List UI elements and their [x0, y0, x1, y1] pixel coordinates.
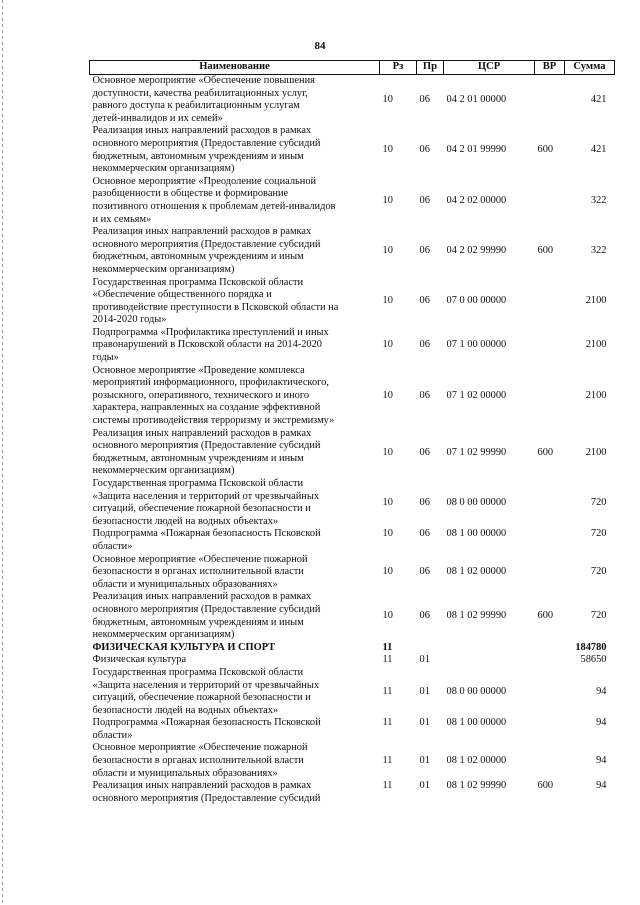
cell-csr: 07 1 00 00000 [446, 339, 507, 351]
cell-csr: 08 0 00 00000 [446, 496, 507, 508]
cell-sum: 94 [596, 780, 607, 792]
cell-name: Государственная программа Псковской области «Защита населения и территорий от чрезвычайных ситуаций, обеспечение пожарной безопасности и безопасности людей на водных объектах» [92, 666, 320, 716]
cell-sum: 2100 [585, 295, 607, 307]
table-row [90, 327, 615, 365]
budget-table [89, 60, 615, 805]
cell-sum: 322 [590, 245, 607, 257]
cell-rz: 11 [382, 780, 393, 792]
cell-pr: 06 [419, 566, 430, 578]
cell-rz: 11 [382, 755, 393, 767]
cell-name: Основное мероприятие «Преодоление социальной разобщенности в обществе и формирование позитивного отношения к проблемам детей-инвалидов и их семьям» [92, 175, 336, 225]
cell-pr: 01 [419, 717, 430, 729]
cell-pr: 06 [419, 339, 430, 351]
cell-csr: 04 2 01 99990 [446, 144, 507, 156]
cell-sum: 2100 [585, 339, 607, 351]
cell-pr: 06 [419, 528, 430, 540]
table-row [90, 667, 615, 717]
cell-rz: 11 [382, 685, 393, 697]
cell-vr: 600 [537, 780, 554, 792]
cell-csr: 04 2 01 00000 [446, 93, 507, 105]
table-row [90, 591, 615, 641]
table-row [90, 742, 615, 780]
cell-pr: 06 [419, 194, 430, 206]
cell-vr [535, 75, 565, 126]
table-row [90, 176, 615, 226]
cell-vr [535, 742, 565, 780]
cell-sum: 184780 [575, 641, 607, 653]
cell-pr: 06 [419, 245, 430, 257]
cell-csr [444, 654, 535, 667]
header-vr: ВР [535, 61, 565, 75]
cell-vr [535, 528, 565, 553]
cell-pr: 06 [419, 295, 430, 307]
cell-pr: 06 [419, 93, 430, 105]
table-row [90, 654, 615, 667]
cell-rz: 10 [382, 446, 393, 458]
table-row [90, 125, 615, 175]
table-row [90, 365, 615, 428]
cell-sum: 720 [590, 610, 607, 622]
cell-csr: 08 1 02 00000 [446, 566, 507, 578]
cell-vr [535, 717, 565, 742]
cell-vr [535, 365, 565, 428]
cell-vr [535, 277, 565, 327]
cell-vr [535, 667, 565, 717]
cell-pr: 06 [419, 496, 430, 508]
cell-vr: 600 [537, 446, 554, 458]
cell-vr [535, 327, 565, 365]
cell-rz: 11 [382, 654, 393, 666]
table-body [90, 75, 615, 806]
cell-name: Основное мероприятие «Проведение комплекса мероприятий информационного, профилактического, розыскного, оперативного, технического и иного характера, направленных на создание эффективной системы противодействия терроризму и экстремизму» [92, 364, 335, 427]
cell-sum: 421 [590, 93, 607, 105]
cell-vr [535, 654, 565, 667]
cell-sum: 720 [590, 566, 607, 578]
cell-vr [535, 478, 565, 528]
cell-rz: 10 [382, 496, 393, 508]
cell-csr: 07 1 02 00000 [446, 389, 507, 401]
cell-rz: 10 [382, 245, 393, 257]
cell-vr [535, 642, 565, 655]
cell-name: Государственная программа Псковской области «Защита населения и территорий от чрезвычайных ситуаций, обеспечение пожарной безопасности и безопасности людей на водных объектах» [92, 478, 320, 527]
cell-csr [444, 642, 535, 655]
cell-csr: 08 0 00 00000 [446, 685, 507, 697]
cell-pr: 01 [419, 654, 430, 666]
cell-rz: 10 [382, 528, 393, 540]
cell-name: Физическая культура [92, 654, 187, 666]
cell-pr: 06 [419, 610, 430, 622]
scan-edge [2, 0, 3, 905]
table-row [90, 277, 615, 327]
cell-sum: 421 [590, 144, 607, 156]
header-rz: Рз [380, 61, 417, 75]
cell-csr: 08 1 02 99990 [446, 610, 507, 622]
cell-sum: 2100 [585, 446, 607, 458]
cell-vr [535, 554, 565, 592]
cell-rz: 10 [382, 295, 393, 307]
cell-rz: 10 [382, 93, 393, 105]
cell-sum: 94 [596, 685, 607, 697]
table-row [90, 75, 615, 126]
cell-name: ФИЗИЧЕСКАЯ КУЛЬТУРА И СПОРТ [92, 641, 276, 653]
cell-pr [417, 642, 444, 655]
cell-name: Подпрограмма «Профилактика преступлений и иных правонарушений в Псковской области на 2014-2020 годы» [92, 326, 329, 364]
cell-sum: 58650 [580, 654, 607, 666]
table-row [90, 428, 615, 478]
cell-sum: 720 [590, 496, 607, 508]
cell-sum: 94 [596, 717, 607, 729]
cell-name: Основное мероприятие «Обеспечение пожарной безопасности в органах исполнительной власти области и муниципальных образованиях» [92, 742, 308, 779]
cell-name: Подпрограмма «Пожарная безопасность Псковской области» [92, 528, 321, 552]
cell-sum: 322 [590, 194, 607, 206]
header-sum: Сумма [565, 61, 615, 75]
cell-pr: 06 [419, 389, 430, 401]
cell-pr: 06 [419, 446, 430, 458]
cell-rz: 10 [382, 144, 393, 156]
cell-rz: 11 [382, 717, 393, 729]
cell-csr: 04 2 02 00000 [446, 194, 507, 206]
cell-vr: 600 [537, 144, 554, 156]
table-header-row [90, 61, 615, 75]
cell-name: Подпрограмма «Пожарная безопасность Псковской области» [92, 717, 321, 741]
cell-name: Реализация иных направлений расходов в рамках основного мероприятия (Предоставление субсидий бюджетным, автономным учреждениям и иным некоммерческим организациям) [92, 125, 321, 175]
cell-pr: 01 [419, 685, 430, 697]
cell-vr: 600 [537, 245, 554, 257]
table-row [90, 554, 615, 592]
table-row [90, 528, 615, 553]
header-name: Наименование [90, 61, 380, 75]
cell-name: Государственная программа Псковской области «Обеспечение общественного порядка и противодействие преступности в Псковской области на 2014-2020 годы» [92, 276, 339, 326]
cell-name: Основное мероприятие «Обеспечение пожарной безопасности в органах исполнительной власти области и муниципальных образованиях» [92, 553, 308, 590]
cell-csr: 08 1 02 00000 [446, 755, 507, 767]
cell-name: Реализация иных направлений расходов в рамках основного мероприятия (Предоставление субсидий бюджетным, автономным учреждениям и иным некоммерческим организациям) [92, 427, 321, 477]
cell-rz: 10 [382, 194, 393, 206]
cell-rz: 10 [382, 339, 393, 351]
cell-rz: 10 [382, 610, 393, 622]
page-number: 84 [314, 40, 326, 52]
cell-rz: 10 [382, 566, 393, 578]
cell-csr: 08 1 00 00000 [446, 717, 507, 729]
table-row [90, 226, 615, 276]
table-row [90, 780, 615, 805]
cell-vr: 600 [537, 610, 554, 622]
cell-csr: 08 1 00 00000 [446, 528, 507, 540]
section-row [90, 642, 615, 655]
cell-pr: 01 [419, 780, 430, 792]
table-row [90, 478, 615, 528]
cell-name: Реализация иных направлений расходов в рамках основного мероприятия (Предоставление субсидий бюджетным, автономным учреждениям и иным некоммерческим организациям) [92, 591, 321, 641]
cell-csr: 04 2 02 99990 [446, 245, 507, 257]
cell-csr: 08 1 02 99990 [446, 780, 507, 792]
cell-rz: 10 [382, 389, 393, 401]
header-csr: ЦСР [444, 61, 535, 75]
cell-vr [535, 176, 565, 226]
cell-name: Основное мероприятие «Обеспечение повышения доступности, качества реабилитационных услуг, равного доступа к реабилитационным услугам детей-инвалидов и их семей» [92, 75, 315, 124]
cell-pr: 06 [419, 144, 430, 156]
cell-name: Реализация иных направлений расходов в рамках основного мероприятия (Предоставление субсидий бюджетным, автономным учреждениям и иным некоммерческим организациям) [92, 226, 321, 275]
cell-name: Реализация иных направлений расходов в рамках основного мероприятия (Предоставление субсидий [92, 780, 321, 804]
cell-sum: 720 [590, 528, 607, 540]
cell-csr: 07 0 00 00000 [446, 295, 507, 307]
header-pr: Пр [417, 61, 444, 75]
cell-pr: 01 [419, 755, 430, 767]
cell-rz: 11 [382, 641, 393, 653]
cell-csr: 07 1 02 99990 [446, 446, 507, 458]
cell-sum: 2100 [585, 389, 607, 401]
cell-sum: 94 [596, 755, 607, 767]
table-row [90, 717, 615, 742]
